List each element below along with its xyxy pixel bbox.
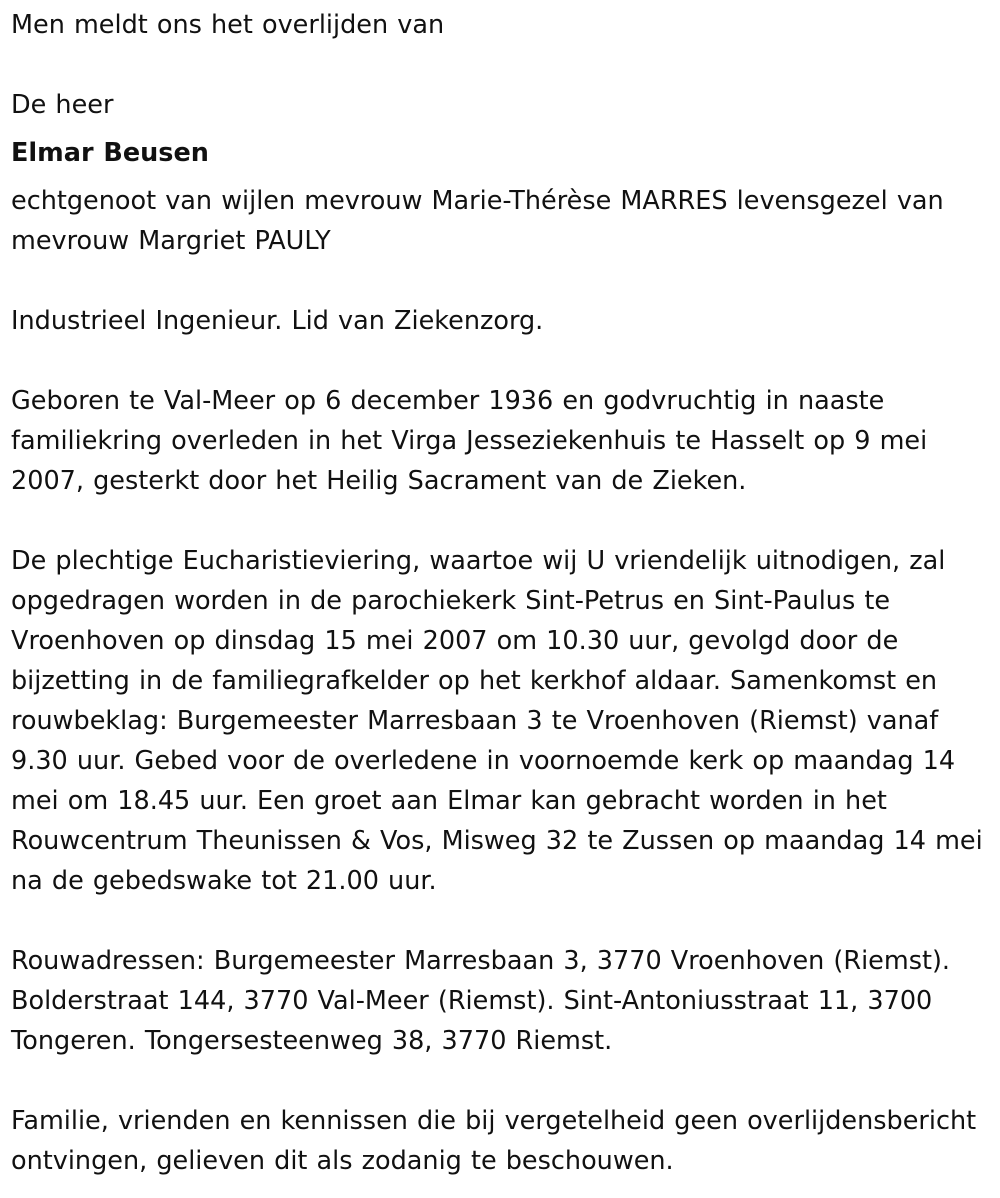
spacer <box>11 261 991 301</box>
relations-paragraph: echtgenoot van wijlen mevrouw Marie-Thérèse MARRES levensgezel van mevrouw Margriet PAULY <box>11 186 944 256</box>
death-notice <box>11 5 991 1181</box>
spacer <box>11 901 991 941</box>
spacer <box>11 45 991 85</box>
addresses-paragraph: Rouwadressen: Burgemeester Marresbaan 3, 3770 Vroenhoven (Riemst). Bolderstraat 144, 3770 Val-Meer (Riemst). Sint-Antoniusstraat 11, 3700 Tongeren. Tongersesteenweg 38, 3770 Riemst. <box>11 946 951 1056</box>
intro-line: Men meldt ons het overlijden van <box>11 10 445 40</box>
ceremony-paragraph: De plechtige Eucharistieviering, waartoe wij U vriendelijk uitnodigen, zal opgedragen worden in de parochiekerk Sint-Petrus en Sint-Paulus te Vroenhoven op dinsdag 15 mei 2007 om 10.30 uur, gevolgd door de bijzetting in de familiegrafkelder op het kerkhof aldaar. Samenkomst en rouwbeklag: Burgemeester Marresbaan 3 te Vroenhoven (Riemst) vanaf 9.30 uur. Gebed voor de overledene in voornoemde kerk op maandag 14 mei om 18.45 uur. Een groet aan Elmar kan gebracht worden in het Rouwcentrum Theunissen & Vos, Misweg 32 te Zussen op maandag 14 mei na de gebedswake tot 21.00 uur. <box>11 546 983 896</box>
occupation-paragraph: Industrieel Ingenieur. Lid van Ziekenzorg. <box>11 306 544 336</box>
spacer <box>11 341 991 381</box>
salutation: De heer <box>11 90 114 120</box>
deceased-name: Elmar Beusen <box>11 138 209 168</box>
closing-paragraph: Familie, vrienden en kennissen die bij vergetelheid geen overlijdensbericht ontvingen, gelieven dit als zodanig te beschouwen. <box>11 1106 977 1176</box>
spacer <box>11 501 991 541</box>
spacer <box>11 1061 991 1101</box>
birth-death-paragraph: Geboren te Val-Meer op 6 december 1936 en godvruchtig in naaste familiekring overleden in het Virga Jesseziekenhuis te Hasselt op 9 mei 2007, gesterkt door het Heilig Sacrament van de Zieken. <box>11 386 928 496</box>
